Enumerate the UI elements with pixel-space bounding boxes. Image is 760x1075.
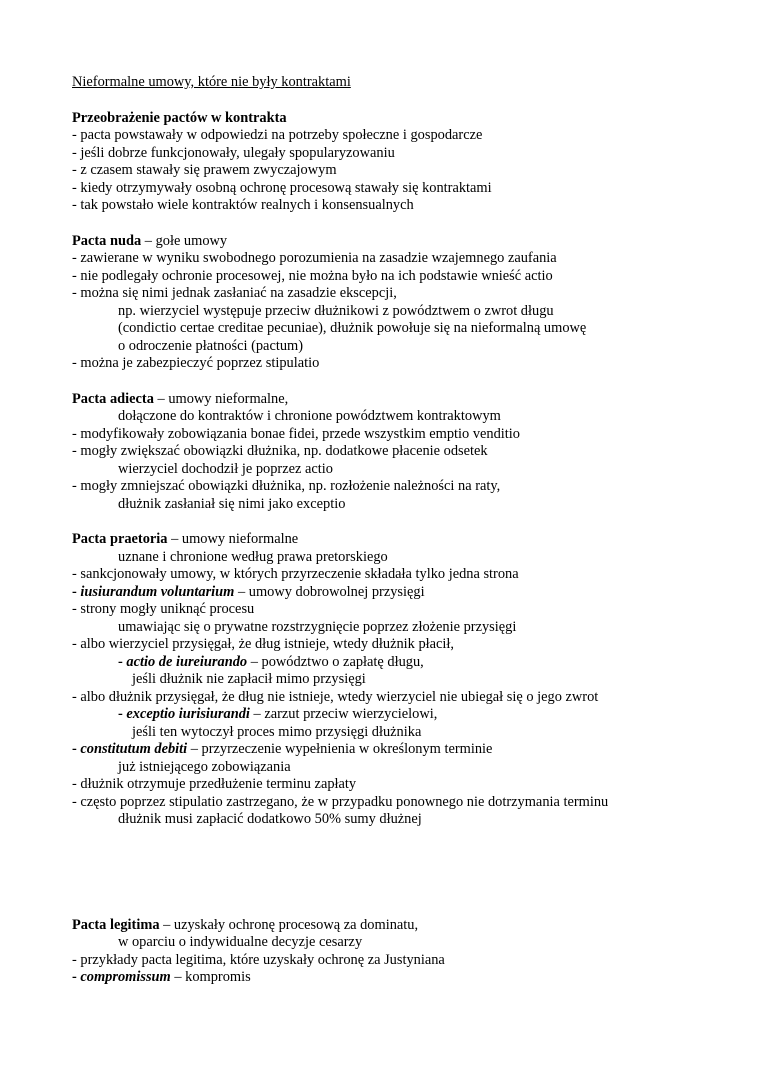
list-item: - często poprzez stipulatio zastrzegano, że w przypadku ponownego nie dotrzymania terminu bbox=[72, 794, 609, 810]
list-item: - mogły zwiększać obowiązki dłużnika, np. dodatkowe płacenie odsetek bbox=[72, 443, 488, 459]
list-item: jeśli ten wytoczył proces mimo przysięgi dłużnika bbox=[132, 724, 422, 740]
section-heading: Pacta praetoria – umowy nieformalne bbox=[72, 531, 299, 547]
list-item: - albo dłużnik przysięgał, że dług nie istnieje, wtedy wierzyciel nie ubiegał się o jego zwrot bbox=[72, 689, 599, 705]
list-item: - tak powstało wiele kontraktów realnych i konsensualnych bbox=[72, 197, 414, 213]
list-item: w oparciu o indywidualne decyzje cesarzy bbox=[118, 934, 363, 950]
list-item: - mogły zmniejszać obowiązki dłużnika, np. rozłożenie należności na raty, bbox=[72, 478, 501, 494]
section-heading: Pacta adiecta – umowy nieformalne, bbox=[72, 391, 289, 407]
section-heading: Pacta nuda – gołe umowy bbox=[72, 233, 228, 249]
list-item: - przykłady pacta legitima, które uzyskały ochronę za Justyniana bbox=[72, 952, 445, 968]
list-item: - albo wierzyciel przysięgał, że dług istnieje, wtedy dłużnik płacił, bbox=[72, 636, 455, 652]
list-item: - sankcjonowały umowy, w których przyrzeczenie składała tylko jedna strona bbox=[72, 566, 519, 582]
list-item: - zawierane w wyniku swobodnego porozumienia na zasadzie wzajemnego zaufania bbox=[72, 250, 557, 266]
list-item: - actio de iureiurando – powództwo o zapłatę długu, bbox=[118, 654, 424, 670]
list-item: - modyfikowały zobowiązania bonae fidei, przede wszystkim emptio venditio bbox=[72, 426, 520, 442]
list-item: - strony mogły uniknąć procesu bbox=[72, 601, 255, 617]
list-item: - z czasem stawały się prawem zwyczajowym bbox=[72, 162, 337, 178]
list-item: o odroczenie płatności (pactum) bbox=[118, 338, 304, 354]
list-item: - compromissum – kompromis bbox=[72, 969, 251, 985]
list-item: - pacta powstawały w odpowiedzi na potrzeby społeczne i gospodarcze bbox=[72, 127, 483, 143]
section-heading: Pacta legitima – uzyskały ochronę procesową za dominatu, bbox=[72, 917, 419, 933]
list-item: dłużnik zasłaniał się nimi jako exceptio bbox=[118, 496, 346, 512]
list-item: - nie podlegały ochronie procesowej, nie można było na ich podstawie wnieść actio bbox=[72, 268, 553, 284]
list-item: - można je zabezpieczyć poprzez stipulatio bbox=[72, 355, 320, 371]
list-item: - iusiurandum voluntarium – umowy dobrowolnej przysięgi bbox=[72, 584, 425, 600]
list-item: (condictio certae creditae pecuniae), dłużnik powołuje się na nieformalną umowę bbox=[118, 320, 587, 336]
list-item: dołączone do kontraktów i chronione powództwem kontraktowym bbox=[118, 408, 501, 424]
list-item: - można się nimi jednak zasłaniać na zasadzie ekscepcji, bbox=[72, 285, 397, 301]
list-item: - constitutum debiti – przyrzeczenie wypełnienia w określonym terminie bbox=[72, 741, 493, 757]
list-item: umawiając się o prywatne rozstrzygnięcie poprzez złożenie przysięgi bbox=[118, 619, 517, 635]
list-item: - jeśli dobrze funkcjonowały, ulegały spopularyzowaniu bbox=[72, 145, 395, 161]
list-item: wierzyciel dochodził je poprzez actio bbox=[118, 461, 333, 477]
section-heading: Przeobrażenie pactów w kontrakta bbox=[72, 110, 287, 126]
list-item: dłużnik musi zapłacić dodatkowo 50% sumy dłużnej bbox=[118, 811, 422, 827]
list-item: - exceptio iurisiurandi – zarzut przeciw wierzycielowi, bbox=[118, 706, 438, 722]
list-item: np. wierzyciel występuje przeciw dłużnikowi z powództwem o zwrot długu bbox=[118, 303, 554, 319]
list-item: uznane i chronione według prawa pretorskiego bbox=[118, 549, 388, 565]
list-item: - kiedy otrzymywały osobną ochronę procesową stawały się kontraktami bbox=[72, 180, 492, 196]
list-item: już istniejącego zobowiązania bbox=[118, 759, 291, 775]
list-item: jeśli dłużnik nie zapłacił mimo przysięgi bbox=[132, 671, 366, 687]
list-item: - dłużnik otrzymuje przedłużenie terminu zapłaty bbox=[72, 776, 357, 792]
document-title: Nieformalne umowy, które nie były kontraktami bbox=[72, 74, 351, 90]
